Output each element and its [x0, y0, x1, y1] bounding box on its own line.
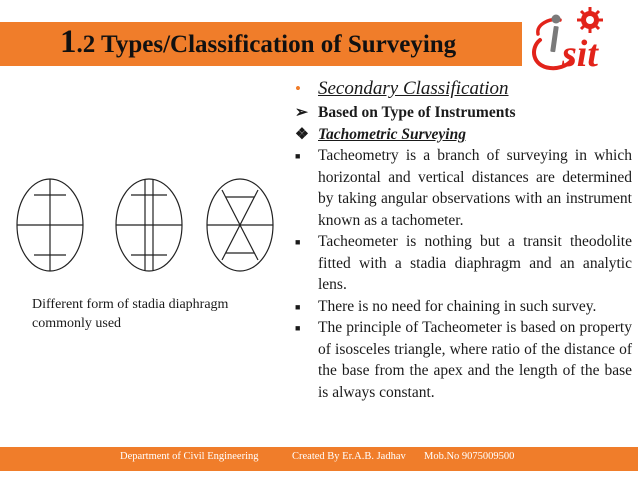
- list-item: ■ There is no need for chaining in such survey.: [292, 296, 632, 318]
- list-item: ■ The principle of Tacheometer is based on property of isosceles triangle, where ratio of the distance of the base from the apex and the length of the base is always constant.: [295, 319, 632, 401]
- slide-title: [60, 24, 456, 61]
- list-item: ■ Tacheometry is a branch of surveying in which horizontal and vertical distances are determined by taking angular observations with an instrument known as a tachometer.: [295, 147, 632, 229]
- diamond-bullet-icon: ❖: [295, 125, 309, 143]
- title-number: 1: [60, 24, 77, 60]
- isit-logo: [528, 6, 628, 76]
- square-bullet-icon: ■: [295, 151, 301, 161]
- logo-text: sit: [562, 33, 598, 75]
- diaphragm-diagram-2: [116, 179, 182, 271]
- figure-caption: Different form of stadia diaphragm commonly used: [32, 297, 229, 331]
- square-bullet-icon: ■: [295, 323, 301, 333]
- square-bullet-icon: ■: [295, 237, 301, 247]
- stadia-diaphragm-figure: [14, 172, 284, 278]
- footer-department: Department of Civil Engineering: [120, 451, 259, 462]
- footer-author: Created By Er.A.B. Jadhav: [292, 451, 406, 462]
- section-heading: • Secondary Classification: [292, 76, 632, 102]
- square-bullet-icon: ■: [295, 301, 301, 312]
- topic-heading: ❖ Tachometric Surveying: [292, 124, 632, 146]
- diaphragm-diagram-3: [207, 179, 273, 271]
- footer-mobile: Mob.No 9075009500: [424, 451, 515, 462]
- sub-heading: ➢ Based on Type of Instruments: [292, 102, 632, 124]
- arrow-bullet-icon: ➢: [295, 104, 308, 121]
- list-item: ■ Tacheometer is nothing but a transit theodolite fitted with a stadia diaphragm and an analytic lens.: [295, 233, 632, 293]
- footer-bar: [0, 447, 638, 471]
- bullet-dot-icon: •: [295, 79, 301, 98]
- diaphragm-diagram-1: [17, 179, 83, 271]
- title-text: .2 Types/Classification of Surveying: [76, 31, 457, 58]
- content-column: [292, 76, 632, 403]
